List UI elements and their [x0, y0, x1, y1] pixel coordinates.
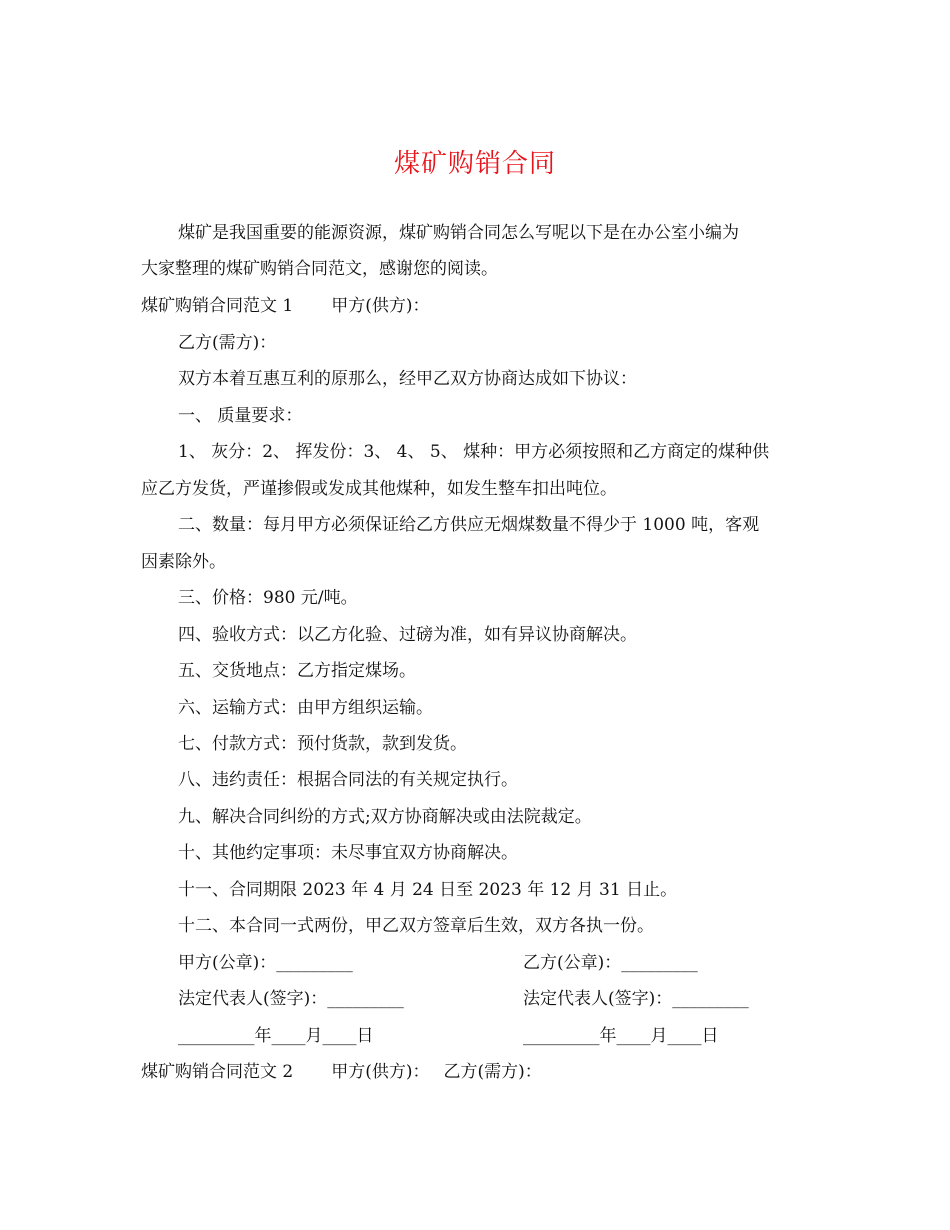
- sample2-party-b: 乙方(需方)：: [443, 1062, 542, 1082]
- sample1-party-a: 甲方(供方)：: [331, 296, 430, 316]
- clause-9: 九、解决合同纠纷的方式;双方协商解决或由法院裁定。: [178, 807, 592, 827]
- clause-11: 十一、合同期限 2023 年 4 月 24 日至 2023 年 12 月 31 日止。: [178, 880, 678, 900]
- sign-a-seal: 甲方(公章)：_________: [178, 953, 353, 973]
- sign-a-date: _________年____月____日: [178, 1026, 374, 1046]
- clause-6: 六、运输方式：由甲方组织运输。: [178, 698, 433, 718]
- sample1-heading: 煤矿购销合同范文 1: [141, 296, 294, 316]
- clause-2-line-2: 因素除外。: [141, 552, 226, 572]
- sign-b-date: _________年____月____日: [523, 1026, 719, 1046]
- sign-b-seal: 乙方(公章)：_________: [523, 953, 698, 973]
- agreement-line: 双方本着互惠互利的原那么，经甲乙双方协商达成如下协议：: [178, 369, 637, 389]
- sample1-heading-row: [141, 295, 430, 317]
- clause-1-line-2: 应乙方发货，严谨掺假或发成其他煤种，如发生整车扣出吨位。: [141, 479, 617, 499]
- intro-line-2: 大家整理的煤矿购销合同范文，感谢您的阅读。: [141, 259, 498, 279]
- clause-7: 七、付款方式：预付货款，款到发货。: [178, 734, 467, 754]
- sample2-party-a: 甲方(供方)：: [331, 1062, 430, 1082]
- clause-3: 三、价格：980 元/吨。: [178, 588, 358, 608]
- document-title: 煤矿购销合同: [393, 149, 556, 179]
- clause-12: 十二、本合同一式两份，甲乙双方签章后生效，双方各执一份。: [178, 916, 654, 936]
- sign-b-rep: 法定代表人(签字)：_________: [523, 989, 749, 1009]
- clause-4: 四、验收方式：以乙方化验、过磅为准，如有异议协商解决。: [178, 625, 637, 645]
- party-b: 乙方(需方)：: [178, 333, 277, 353]
- clause-2-line-1: 二、数量：每月甲方必须保证给乙方供应无烟煤数量不得少于 1000 吨，客观: [178, 515, 760, 535]
- intro-line-1: 煤矿是我国重要的能源资源，煤矿购销合同怎么写呢以下是在办公室小编为: [178, 223, 739, 243]
- clause-10: 十、其他约定事项：未尽事宜双方协商解决。: [178, 843, 518, 863]
- sample2-heading: 煤矿购销合同范文 2: [141, 1062, 294, 1082]
- clause-1-line-1: 1、 灰分：2、 挥发份：3、 4、 5、 煤种：甲方必须按照和乙方商定的煤种供: [178, 442, 770, 462]
- clause-8: 八、违约责任：根据合同法的有关规定执行。: [178, 770, 518, 790]
- clause-1-heading: 一、 质量要求：: [178, 406, 303, 426]
- sign-a-rep: 法定代表人(签字)：_________: [178, 989, 404, 1009]
- clause-5: 五、交货地点：乙方指定煤场。: [178, 661, 416, 681]
- sample2-heading-row: [141, 1061, 542, 1083]
